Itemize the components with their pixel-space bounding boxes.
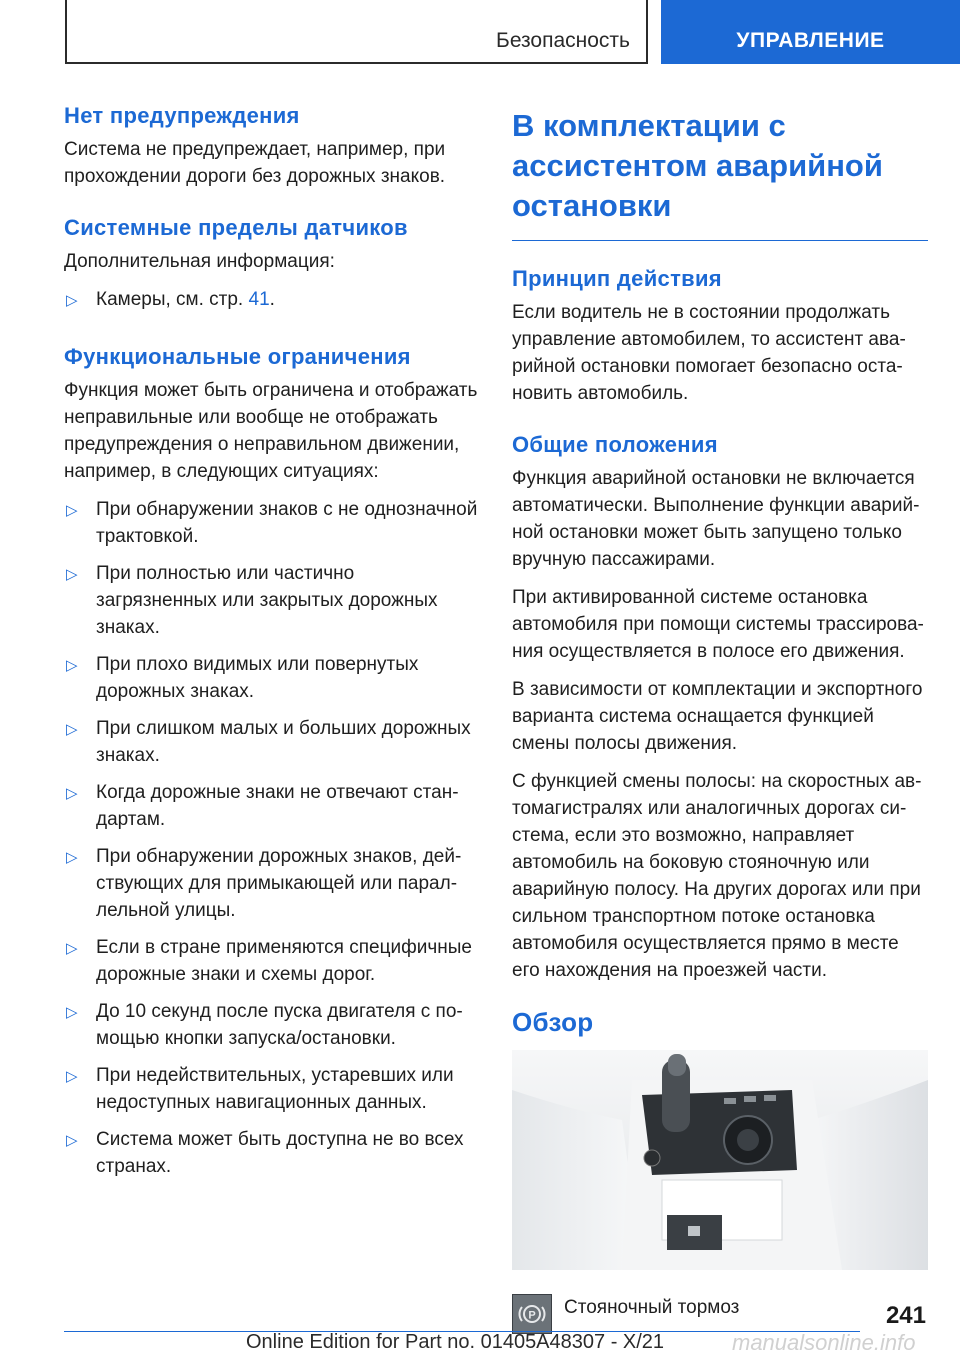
general-paragraph-1: Функция аварийной остановки не включается автоматически. Выполнение функции аварийной остановки может быть запущено только вручную пассажирами.	[512, 468, 920, 570]
general-paragraph-4: С функцией смены полосы: на скоростных автомагистралях или аналогичных дорогах система, если это возможно, направляет автомобиль на боковую стояночную или аварийную полосу. На других дорогах или при сильном транспортном потоке остановка автомобиля осуществляется прямо в месте его нахождения на проезжей части.	[512, 771, 922, 981]
triangle-bullet-icon: ▷	[66, 566, 78, 583]
header-chapter-label: УПРАВЛЕНИЕ	[736, 29, 885, 52]
sensor-limits-heading: Системные пределы датчиков	[64, 215, 408, 240]
legend-label: Стояночный тормоз	[564, 1297, 740, 1318]
header-section-label: Безопасность	[496, 29, 630, 52]
center-console-illustration	[512, 1050, 928, 1270]
edition-text: Online Edition for Part no. 01405A48307 - X/21	[246, 1331, 665, 1353]
triangle-bullet-icon: ▷	[66, 849, 78, 866]
page-link[interactable]: 41	[248, 289, 270, 310]
page-number: 241	[885, 1302, 926, 1329]
general-paragraph-2: При активированной системе остановка автомобиля при помощи системы трассирования осуществляется в полосе его движения.	[512, 587, 924, 662]
title-divider	[512, 240, 928, 241]
triangle-bullet-icon: ▷	[66, 1132, 78, 1149]
idrive-center	[737, 1129, 759, 1151]
gear-selector-top	[668, 1054, 686, 1076]
list-item: ▷ Система может быть доступна не во всех странах.	[66, 1129, 464, 1177]
list-item: ▷ При обнаружении знаков с не однозначной трактовкой.	[66, 499, 478, 547]
triangle-bullet-icon: ▷	[66, 657, 78, 674]
triangle-bullet-icon: ▷	[66, 721, 78, 738]
parking-brake-glyph	[513, 1295, 551, 1333]
functional-limits-text: Функция может быть ограничена и отображать неправильные или вообще не отображать предупреждения о неправильном движении, например, в следующих ситуациях:	[64, 380, 478, 482]
no-warning-heading: Нет предупреждения	[64, 103, 300, 128]
principle-text: Если водитель не в состоянии продолжать управление автомобилем, то ассистент аварийной остановки помогает безопасно остановить автомобиль.	[512, 302, 906, 404]
principle-heading: Принцип действия	[512, 266, 722, 291]
triangle-bullet-icon: ▷	[66, 1068, 78, 1085]
triangle-bullet-icon: ▷	[66, 292, 78, 309]
functional-limits-heading: Функциональные ограничения	[64, 344, 411, 369]
triangle-bullet-icon: ▷	[66, 502, 78, 519]
watermark: manualsonline.info	[732, 1330, 916, 1355]
overview-heading: Обзор	[512, 1007, 594, 1037]
triangle-bullet-icon: ▷	[66, 940, 78, 957]
center-console-photo	[512, 1050, 928, 1270]
list-item: ▷ При слишком малых и больших дорожных знаках.	[66, 718, 471, 766]
list-item: ▷ Камеры, см. стр. 41.	[64, 286, 478, 313]
header-section-tab	[65, 0, 648, 64]
parking-brake-icon	[512, 1294, 552, 1334]
general-heading: Общие положения	[512, 432, 718, 457]
parking-brake-symbol	[688, 1226, 700, 1236]
sensor-limits-text: Дополнительная информация:	[64, 251, 335, 272]
left-seat-shape	[512, 1090, 642, 1270]
no-warning-text: Система не предупреждает, например, при прохождении дороги без дорожных знаков.	[64, 139, 446, 187]
emergency-stop-title: В комплектации с ассистентом аварийной остановки	[512, 108, 883, 223]
general-paragraph-3: В зависимости от комплектации и экспортного варианта система оснащается функцией смены полосы движения.	[512, 679, 923, 754]
sensor-limits-list	[64, 286, 478, 313]
list-item: ▷ Если в стране применяются специфичные дорожные знаки и схемы дорог.	[66, 937, 472, 985]
start-button	[644, 1150, 660, 1166]
triangle-bullet-icon: ▷	[66, 785, 78, 802]
list-item: ▷ При недействительных, устаревших или недоступных навигационных данных.	[66, 1065, 454, 1113]
list-item: ▷ При обнаружении дорожных знаков, действующих для примыкающей или параллельной улицы.	[66, 846, 462, 921]
triangle-bullet-icon: ▷	[66, 1004, 78, 1021]
functional-limits-list	[64, 496, 478, 1180]
console-button	[764, 1095, 776, 1101]
list-item: ▷ При плохо видимых или повернутых дорожных знаках.	[66, 654, 419, 702]
console-button	[744, 1096, 756, 1102]
list-item: ▷ Когда дорожные знаки не отвечают стандартам.	[66, 782, 459, 830]
console-button	[724, 1098, 736, 1104]
list-item: ▷ При полностью или частично загрязненных или закрытых дорожных знаках.	[66, 563, 438, 638]
right-column	[512, 102, 928, 1336]
left-column	[64, 102, 478, 1210]
header-chapter-tab	[661, 0, 960, 64]
list-item: ▷ До 10 секунд после пуска двигателя с помощью кнопки запуска/остановки.	[66, 1001, 463, 1049]
parking-brake-letter: P	[528, 1309, 536, 1322]
